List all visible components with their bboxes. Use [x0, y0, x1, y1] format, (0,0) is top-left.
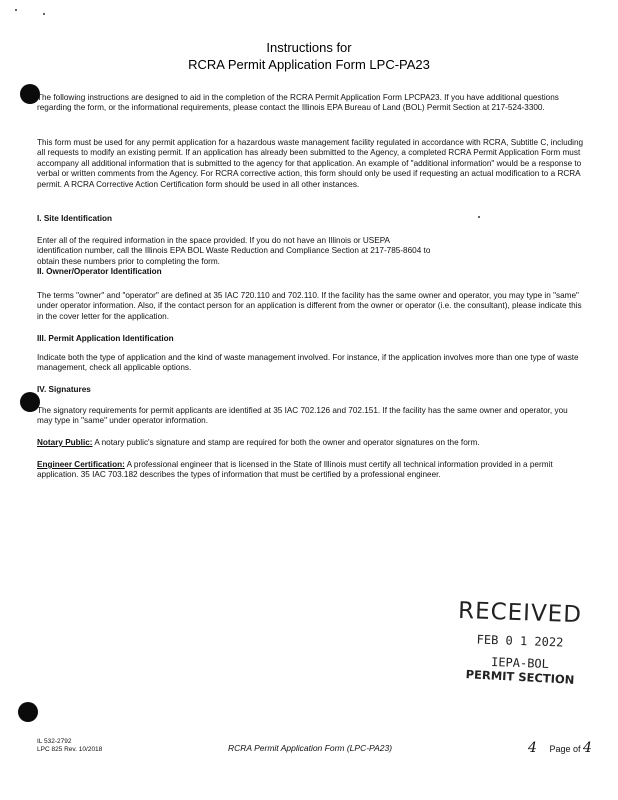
- section-1-heading: I. Site Identification: [37, 214, 113, 223]
- section-1-line1: Enter all of the required information in the space provided. If you do not have an Illinois or USEPA: [37, 236, 391, 245]
- section-3-text: Indicate both the type of application and the kind of waste management involved. For instance, if the application involves more than one type of waste management, check all applicable options.: [37, 353, 579, 373]
- section-4-body: [37, 406, 585, 427]
- section-1-body: [37, 236, 585, 278]
- document-title-line1: Instructions for: [266, 40, 352, 55]
- footer-form-name: RCRA Permit Application Form (LPC-PA23): [227, 743, 393, 753]
- section-permit-application-identification: [37, 334, 585, 344]
- section-2-body: [37, 291, 585, 322]
- intro-text-2: This form must be used for any permit application for a hazardous waste management facility regulated in accordance with RCRA, Subtitle C, including all requests to modify an existing permit. If an application has already been submitted to the Agency, a completed RCRA Permit Application Form must accompany all additional information that is submitted to the agency for that application. An example of "additional information" would be a response to verbal or written comments from the Agency. For RCRA corrective action, this form should only be used if requesting an actual modification to a RCRA permit. A RCRA Corrective Action Certification form should be used in all other instances.: [37, 138, 584, 189]
- section-4-heading: IV. Signatures: [37, 385, 91, 394]
- document-title-line2: RCRA Permit Application Form LPC-PA23: [188, 57, 430, 72]
- section-2-heading: II. Owner/Operator Identification: [37, 267, 162, 277]
- received-stamp: [440, 597, 600, 687]
- scan-speck: [43, 13, 45, 15]
- section-signatures: [37, 385, 585, 395]
- footer-code-2: LPC 825 Rev. 10/2018: [37, 746, 103, 753]
- page-number-handwritten: 4: [528, 740, 537, 756]
- hole-punch-bottom: [18, 702, 38, 722]
- scan-speck: [15, 9, 17, 11]
- intro-paragraph-1: [37, 93, 585, 114]
- section-1-line2: identification number, call the Illinois EPA BOL Waste Reduction and Compliance Section at 217-785-8604 to: [37, 246, 431, 256]
- notary-public-text: [37, 438, 585, 448]
- stamp-received: RECEIVED: [457, 597, 583, 629]
- notary-public-label: Notary Public:: [37, 438, 93, 447]
- section-2-text: The terms "owner" and "operator" are defined at 35 IAC 720.110 and 702.110. If the facility has the same owner and operator, you may type in "same" under operator information. Also, if the contact person for an application is different from the owner or operator (i.e. the consultant), please indicate this in the cover letter for the application.: [37, 291, 582, 321]
- stamp-date: FEB 0 1 2022: [476, 632, 564, 650]
- section-3-body: [37, 353, 585, 374]
- engineer-certification-paragraph: [37, 460, 585, 481]
- footer-page-info: [528, 740, 592, 756]
- intro-paragraph-2: [37, 138, 585, 190]
- footer-form-codes: [37, 738, 102, 754]
- engineer-certification-label: Engineer Certification:: [37, 460, 125, 469]
- section-1-line3: obtain these numbers prior to completing the form.: [37, 256, 220, 266]
- footer-code-1: IL 532-2792: [37, 738, 72, 745]
- stamp-org: IEPA-BOL: [490, 654, 550, 672]
- engineer-certification-text: [37, 460, 585, 481]
- engineer-certification-body: A professional engineer that is licensed in the State of Illinois must certify all technical information provided in a permit application. 35 IAC 703.182 describes the types of information that must be certified by a professional engineer.: [37, 460, 553, 480]
- page-total-handwritten: 4: [582, 740, 592, 756]
- notary-public-paragraph: [37, 438, 585, 448]
- section-3-heading: III. Permit Application Identification: [37, 334, 174, 343]
- intro-text-1: The following instructions are designed to aid in the completion of the RCRA Permit Application Form LPCPA23. If you have additional questions regarding the form, or the informational requirements, please contact the Illinois EPA Bureau of Land (BOL) Permit Section at 217-524-3300.: [37, 93, 559, 113]
- notary-public-body: A notary public's signature and stamp are required for both the owner and operator signatures on the form.: [92, 438, 480, 447]
- section-4-text: The signatory requirements for permit applicants are identified at 35 IAC 702.126 and 702.151. If the facility has the same owner and operator, you may type in "same" under operator information.: [37, 406, 568, 426]
- page-label: Page of: [549, 744, 581, 754]
- section-site-identification: [37, 214, 585, 224]
- stamp-section: PERMIT SECTION: [465, 667, 575, 687]
